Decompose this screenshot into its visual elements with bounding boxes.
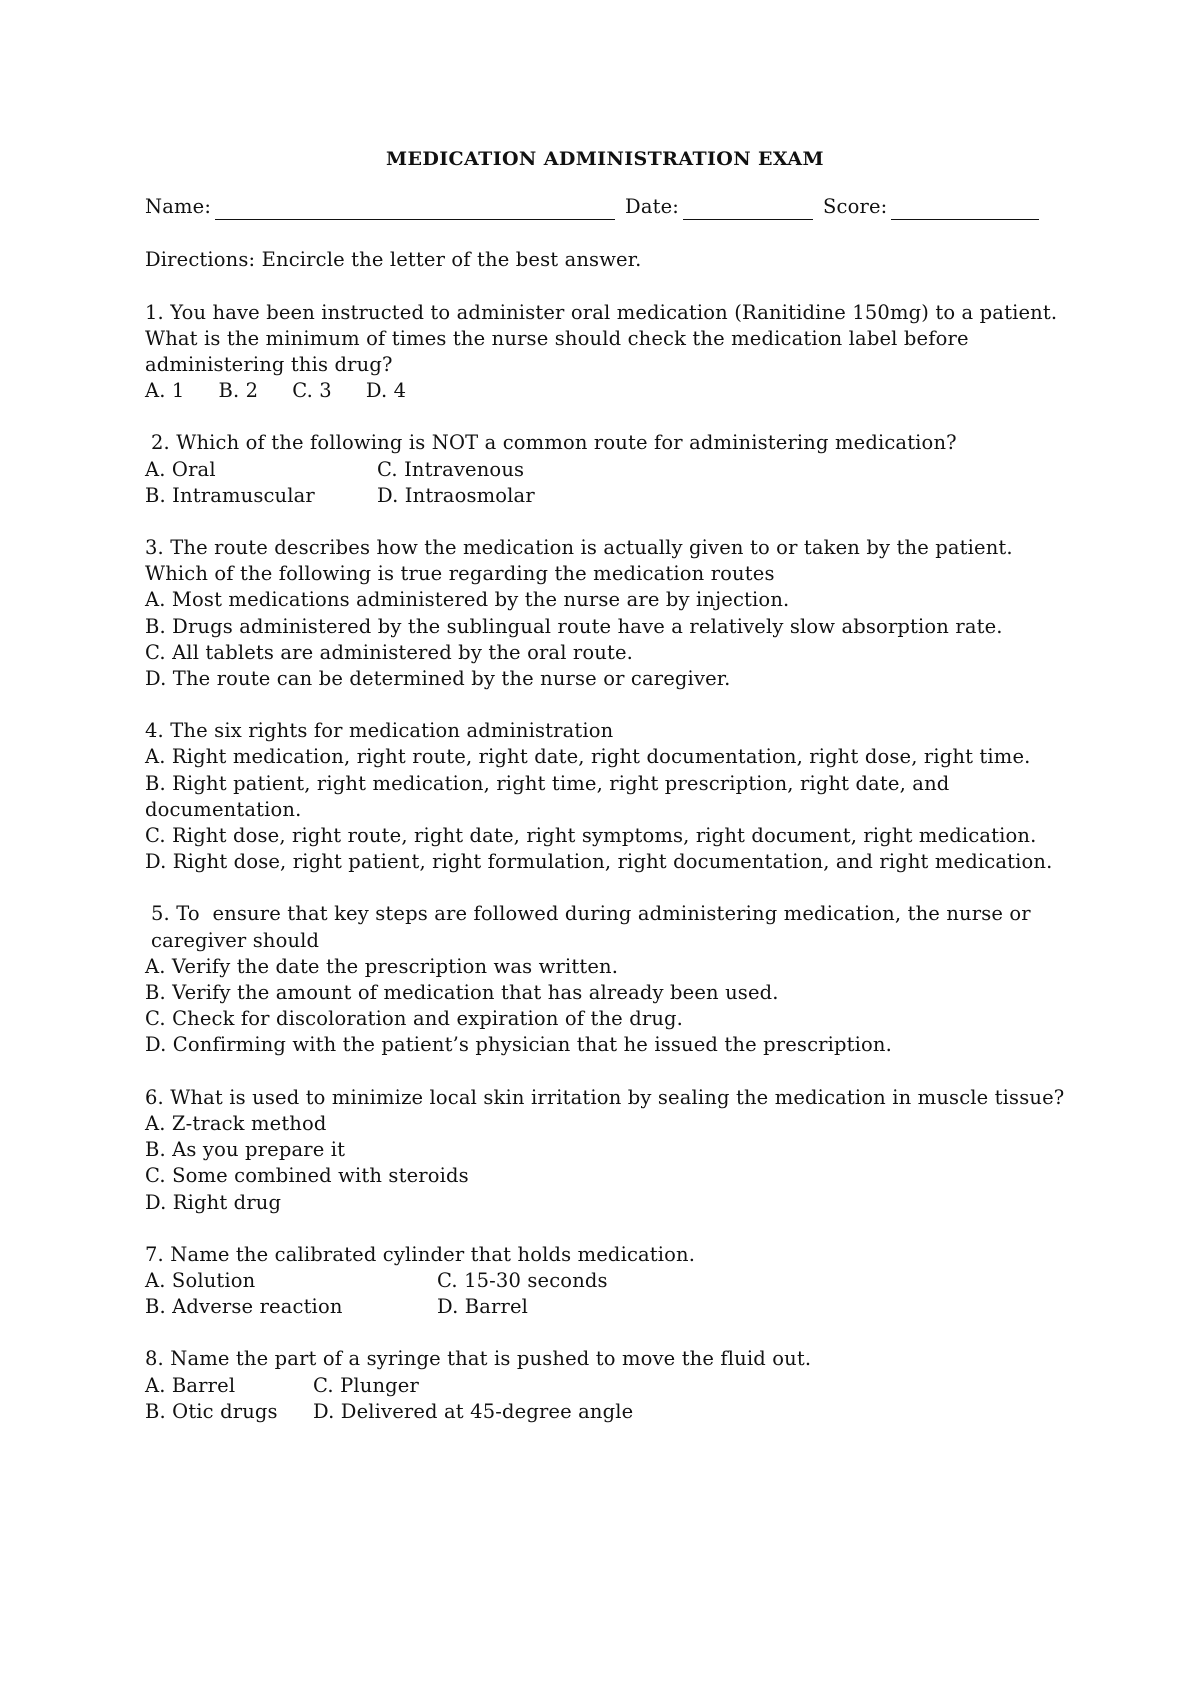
option-d[interactable]: D. Barrel: [437, 1295, 529, 1319]
option-a[interactable]: A. Barrel: [145, 1373, 236, 1397]
option-d[interactable]: D. Right dose, right patient, right formulation, right documentation, and right medication.: [145, 850, 1053, 874]
option-c[interactable]: C. All tablets are administered by the oral route.: [145, 640, 634, 664]
option-a[interactable]: A. Verify the date the prescription was written.: [145, 954, 619, 978]
option-b[interactable]: B. As you prepare it: [145, 1138, 346, 1162]
question-stem: 3. The route describes how the medication is actually given to or taken by the patient. Which of the following is true regarding the medication routes: [145, 536, 1013, 586]
student-info-row: [145, 194, 1065, 220]
option-c[interactable]: C. Intravenous: [377, 457, 525, 481]
date-blank[interactable]: [683, 199, 813, 220]
date-label: Date:: [625, 195, 680, 219]
option-d[interactable]: D. The route can be determined by the nurse or caregiver.: [145, 667, 731, 691]
question-stem: 7. Name the calibrated cylinder that holds medication.: [145, 1242, 696, 1266]
option-d[interactable]: D. Delivered at 45-degree angle: [313, 1399, 634, 1423]
option-a[interactable]: A. Z-track method: [145, 1111, 327, 1135]
name-label: Name:: [145, 195, 212, 219]
question-4: [145, 718, 1065, 875]
name-blank[interactable]: [215, 199, 615, 220]
exam-title: MEDICATION ADMINISTRATION EXAM: [386, 148, 824, 170]
question-stem: 1. You have been instructed to administer oral medication (Ranitidine 150mg) to a patient. What is the minimum of times the nurse should check the medication label before administering this drug?: [145, 300, 1058, 377]
option-a[interactable]: A. Solution: [145, 1268, 256, 1292]
question-stem: 5. To ensure that key steps are followed during administering medication, the nurse or caregiver should: [151, 902, 1038, 952]
option-a[interactable]: A. Oral: [145, 457, 216, 481]
options-group: [145, 1373, 1065, 1425]
option-b[interactable]: B. Right patient, right medication, right time, right prescription, right date, and documentation.: [145, 771, 950, 821]
option-c[interactable]: C. Plunger: [313, 1373, 419, 1397]
directions: Directions: Encircle the letter of the best answer.: [145, 248, 642, 272]
question-2: [145, 430, 1065, 509]
score-label: Score:: [823, 195, 888, 219]
question-stem: 4. The six rights for medication administration: [145, 719, 614, 743]
exam-content: [145, 140, 1065, 1451]
option-b[interactable]: B. Verify the amount of medication that has already been used.: [145, 981, 779, 1005]
option-d[interactable]: D. Intraosmolar: [377, 483, 535, 507]
option-d[interactable]: D. 4: [365, 379, 407, 403]
question-1: [145, 300, 1065, 405]
question-7: [145, 1242, 1065, 1321]
option-b[interactable]: B. Adverse reaction: [145, 1295, 343, 1319]
option-c[interactable]: C. Some combined with steroids: [145, 1164, 469, 1188]
option-a[interactable]: A. 1: [145, 379, 185, 403]
options-group: [145, 378, 1065, 404]
options-group: [145, 457, 1065, 509]
question-stem: 8. Name the part of a syringe that is pushed to move the fluid out.: [145, 1347, 812, 1371]
option-b[interactable]: B. 2: [218, 379, 259, 403]
question-stem: 2. Which of the following is NOT a common route for administering medication?: [151, 431, 957, 455]
score-blank[interactable]: [891, 199, 1039, 220]
question-stem: 6. What is used to minimize local skin irritation by sealing the medication in muscle tissue?: [145, 1085, 1065, 1109]
options-group: [145, 1268, 1065, 1320]
option-c[interactable]: C. 3: [292, 379, 332, 403]
question-5: [145, 901, 1065, 1058]
option-d[interactable]: D. Confirming with the patient’s physician that he issued the prescription.: [145, 1033, 892, 1057]
option-b[interactable]: B. Drugs administered by the sublingual route have a relatively slow absorption rate.: [145, 614, 1003, 638]
option-a[interactable]: A. Most medications administered by the nurse are by injection.: [145, 588, 790, 612]
question-8: [145, 1346, 1065, 1425]
option-c[interactable]: C. Right dose, right route, right date, right symptoms, right document, right medication.: [145, 824, 1037, 848]
question-3: [145, 535, 1065, 692]
option-b[interactable]: B. Intramuscular: [145, 483, 315, 507]
option-c[interactable]: C. Check for discoloration and expiration of the drug.: [145, 1007, 684, 1031]
option-a[interactable]: A. Right medication, right route, right date, right documentation, right dose, right time.: [145, 745, 1031, 769]
option-b[interactable]: B. Otic drugs: [145, 1399, 278, 1423]
question-6: [145, 1085, 1065, 1216]
option-c[interactable]: C. 15-30 seconds: [437, 1268, 608, 1292]
option-d[interactable]: D. Right drug: [145, 1190, 282, 1214]
